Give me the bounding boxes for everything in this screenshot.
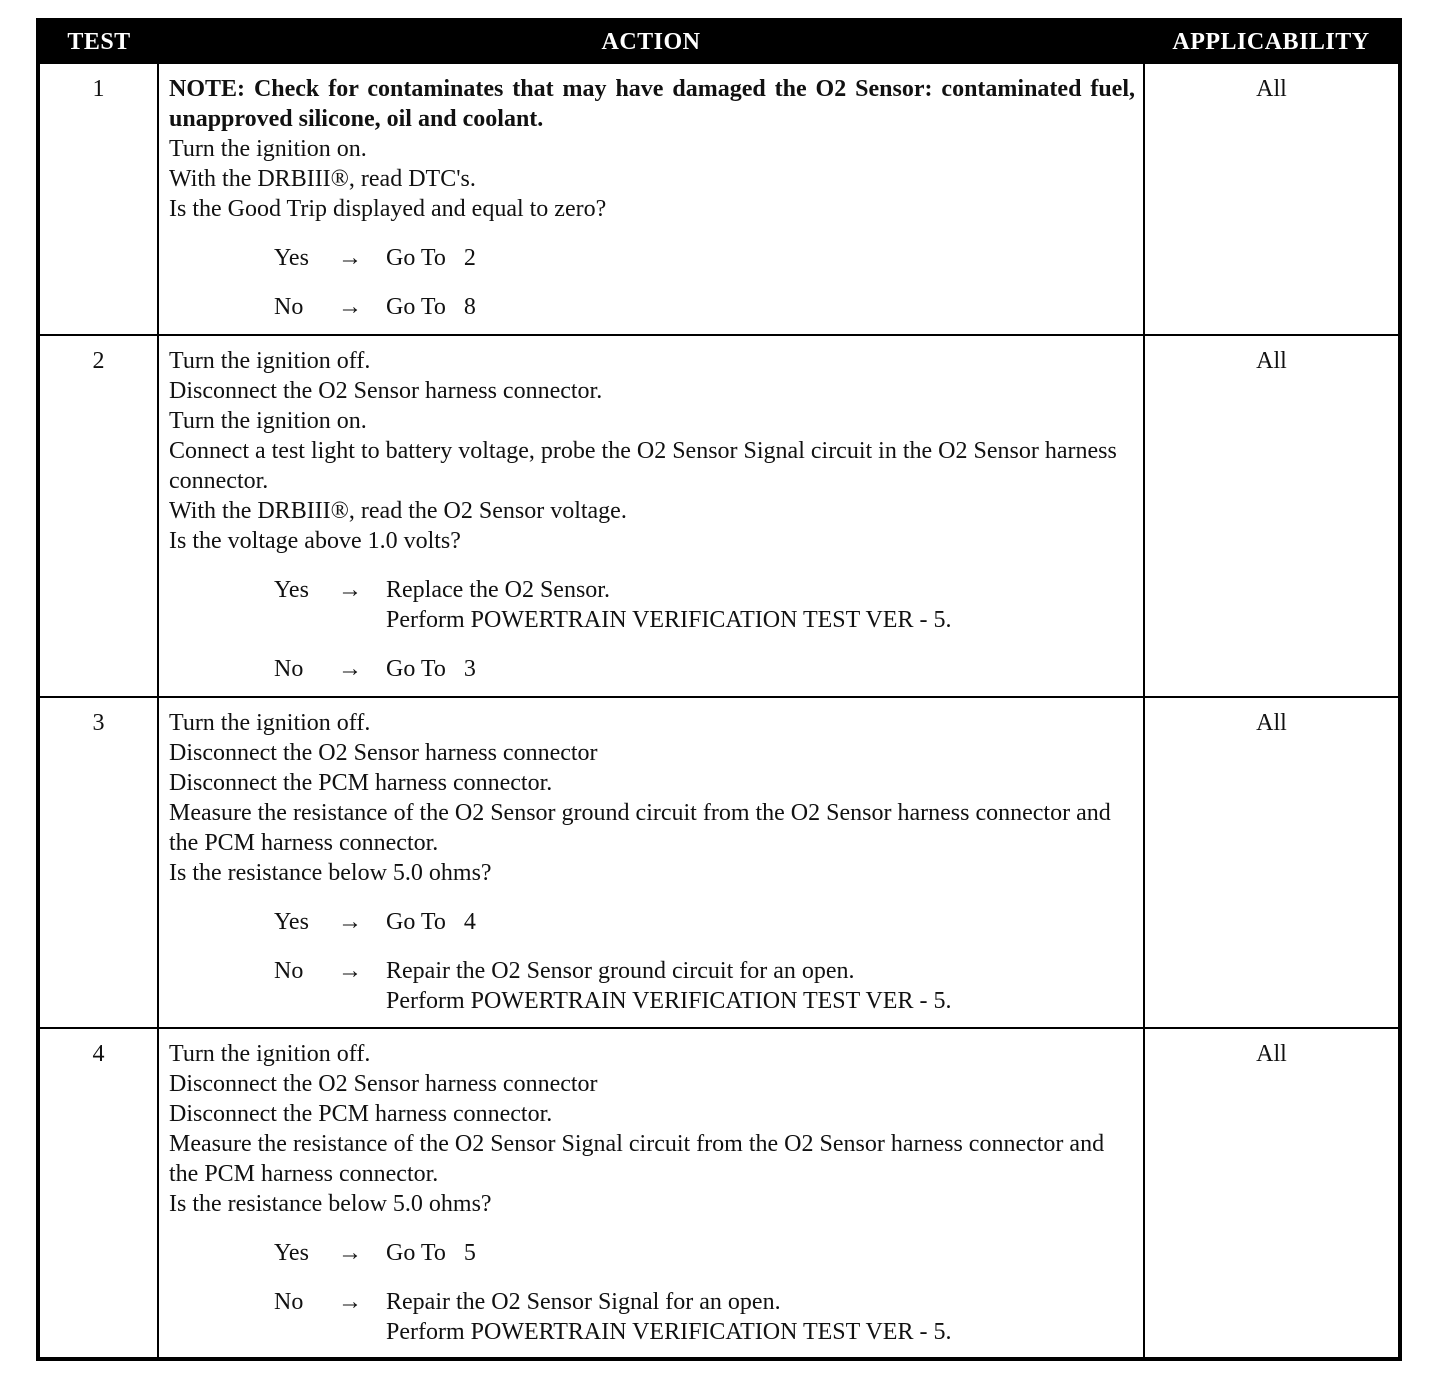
test-number: 4 bbox=[38, 1028, 158, 1359]
arrow-icon: → bbox=[338, 958, 362, 984]
test-row-2 bbox=[38, 335, 1400, 697]
test-number: 2 bbox=[38, 335, 158, 697]
step: Is the voltage above 1.0 volts? bbox=[169, 528, 461, 554]
applicability-cell: All bbox=[1144, 697, 1400, 1028]
test-number: 3 bbox=[38, 697, 158, 1028]
yes-label: Yes bbox=[274, 245, 309, 271]
arrow-icon: → bbox=[338, 909, 362, 935]
step: Turn the ignition off. bbox=[169, 1041, 371, 1067]
arrow-icon: → bbox=[338, 1289, 362, 1315]
no-destination: Repair the O2 Sensor ground circuit for an open. Perform POWERTRAIN VERIFICATION TEST VER - 5. bbox=[386, 958, 952, 1014]
action-cell bbox=[158, 1028, 1144, 1359]
yes-destination: Replace the O2 Sensor. Perform POWERTRAIN VERIFICATION TEST VER - 5. bbox=[386, 577, 952, 633]
no-label: No bbox=[274, 1289, 304, 1315]
yes-destination: Go To 5 bbox=[386, 1240, 476, 1266]
step: Disconnect the PCM harness connector. bbox=[169, 770, 553, 796]
test-row-3 bbox=[38, 697, 1400, 1028]
yes-destination: Go To 4 bbox=[386, 909, 476, 935]
test-number: 1 bbox=[38, 63, 158, 335]
action-cell bbox=[158, 63, 1144, 335]
yes-branch bbox=[274, 1238, 1135, 1268]
step: Connect a test light to battery voltage, probe the O2 Sensor Signal circuit in the O2 Sensor harness connector. bbox=[169, 438, 1117, 494]
step: Turn the ignition on. bbox=[169, 408, 367, 434]
header-action: ACTION bbox=[158, 20, 1144, 63]
note-text: NOTE: Check for contaminates that may have damaged the O2 Sensor: contaminated fuel, unapproved silicone, oil and coolant. bbox=[169, 76, 1135, 132]
arrow-icon: → bbox=[338, 1240, 362, 1266]
no-branch bbox=[274, 654, 1135, 684]
applicability-cell: All bbox=[1144, 1028, 1400, 1359]
no-label: No bbox=[274, 656, 304, 682]
no-destination: Go To 3 bbox=[386, 656, 476, 682]
arrow-icon: → bbox=[338, 656, 362, 682]
no-branch bbox=[274, 292, 1135, 322]
action-cell bbox=[158, 697, 1144, 1028]
step: Turn the ignition off. bbox=[169, 710, 371, 736]
yes-branch bbox=[274, 907, 1135, 937]
no-label: No bbox=[274, 294, 304, 320]
step: Disconnect the O2 Sensor harness connector bbox=[169, 1071, 598, 1097]
header-row bbox=[38, 20, 1400, 63]
arrow-icon: → bbox=[338, 577, 362, 603]
step: Measure the resistance of the O2 Sensor ground circuit from the O2 Sensor harness connector and the PCM harness connector. bbox=[169, 800, 1111, 856]
step: With the DRBIII®, read the O2 Sensor voltage. bbox=[169, 498, 627, 524]
header-test: TEST bbox=[38, 20, 158, 63]
no-destination: Repair the O2 Sensor Signal for an open. Perform POWERTRAIN VERIFICATION TEST VER - 5. bbox=[386, 1289, 952, 1345]
arrow-icon: → bbox=[338, 245, 362, 271]
step: Disconnect the O2 Sensor harness connector bbox=[169, 740, 598, 766]
step: Is the resistance below 5.0 ohms? bbox=[169, 860, 492, 886]
yes-branch bbox=[274, 243, 1135, 273]
yes-destination: Go To 2 bbox=[386, 245, 476, 271]
step: Turn the ignition off. bbox=[169, 348, 371, 374]
step: Is the resistance below 5.0 ohms? bbox=[169, 1191, 492, 1217]
applicability-cell: All bbox=[1144, 63, 1400, 335]
yes-branch bbox=[274, 575, 1135, 635]
yes-label: Yes bbox=[274, 577, 309, 603]
arrow-icon: → bbox=[338, 294, 362, 320]
applicability-cell: All bbox=[1144, 335, 1400, 697]
step: Disconnect the PCM harness connector. bbox=[169, 1101, 553, 1127]
no-branch bbox=[274, 956, 1135, 1016]
no-label: No bbox=[274, 958, 304, 984]
yes-label: Yes bbox=[274, 909, 309, 935]
step: Measure the resistance of the O2 Sensor Signal circuit from the O2 Sensor harness connector and the PCM harness connector. bbox=[169, 1131, 1105, 1187]
yes-label: Yes bbox=[274, 1240, 309, 1266]
no-destination: Go To 8 bbox=[386, 294, 476, 320]
test-row-1 bbox=[38, 63, 1400, 335]
step: Turn the ignition on. bbox=[169, 136, 367, 162]
no-branch bbox=[274, 1287, 1135, 1347]
step: Is the Good Trip displayed and equal to zero? bbox=[169, 196, 607, 222]
step: With the DRBIII®, read DTC's. bbox=[169, 166, 476, 192]
diagnostic-table bbox=[36, 18, 1402, 1361]
action-cell bbox=[158, 335, 1144, 697]
test-row-4 bbox=[38, 1028, 1400, 1359]
step: Disconnect the O2 Sensor harness connector. bbox=[169, 378, 603, 404]
header-applicability: APPLICABILITY bbox=[1144, 20, 1400, 63]
